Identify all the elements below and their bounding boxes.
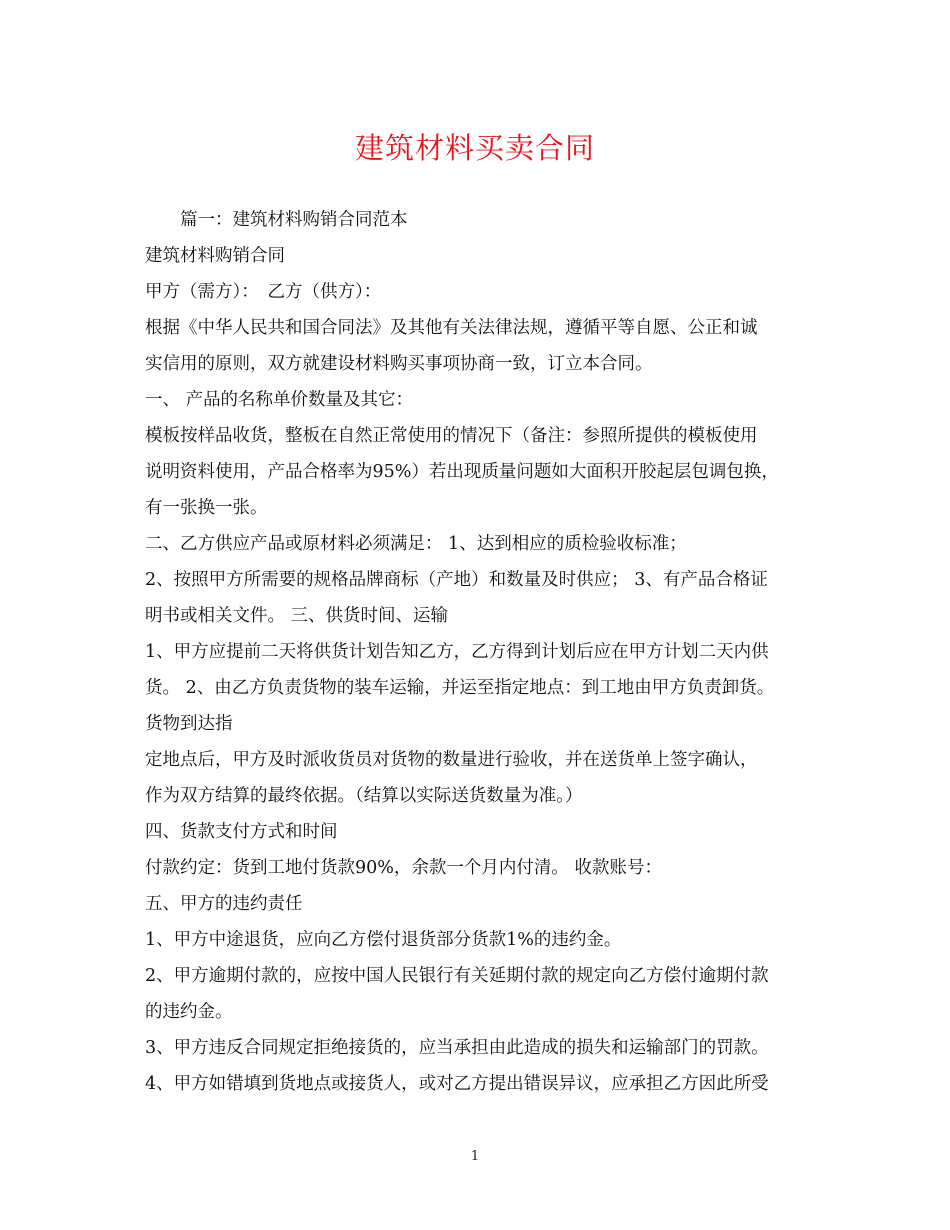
body-line: 五、甲方的违约责任 [145,894,303,914]
body-line: 3、甲方违反合同规定拒绝接货的，应当承担由此造成的损失和运输部门的罚款。 [145,1038,769,1058]
body-line: 货物到达指 [145,714,233,734]
body-line: 一、 产品的名称单价数量及其它： [145,390,414,410]
body-line: 有一张换一张。 [145,498,268,518]
body-line: 2、按照甲方所需要的规格品牌商标（产地）和数量及时供应； 3、有产品合格证 [145,570,768,590]
body-line: 明书或相关文件。 三、供货时间、运输 [145,606,449,626]
body-line: 说明资料使用，产品合格率为95%）若出现质量问题如大面积开胶起层包调包换， [145,462,779,482]
body-line: 甲方（需方）： 乙方（供方）： [145,282,382,302]
body-line: 作为双方结算的最终依据。（结算以实际送货数量为准。） [145,786,583,806]
body-line: 定地点后，甲方及时派收货员对货物的数量进行验收，并在送货单上签字确认， [145,750,758,770]
body-line: 二、乙方供应产品或原材料必须满足： 1、达到相应的质检验收标准； [145,534,687,554]
body-line: 2、甲方逾期付款的，应按中国人民银行有关延期付款的规定向乙方偿付逾期付款 [145,966,769,986]
body-line: 付款约定：货到工地付货款90%，余款一个月内付清。 收款账号： [145,858,662,878]
body-line: 篇一：建筑材料购销合同范本 [180,210,408,230]
body-line: 四、货款支付方式和时间 [145,822,338,842]
body-line: 货。 2、由乙方负责货物的装车运输，并运至指定地点：到工地由甲方负责卸货。 [145,678,775,698]
body-line: 实信用的原则，双方就建设材料购买事项协商一致，订立本合同。 [145,354,653,374]
body-line: 模板按样品收货，整板在自然正常使用的情况下（备注：参照所提供的模板使用 [145,426,758,446]
body-line: 1、甲方中途退货，应向乙方偿付退货部分货款1%的违约金。 [145,930,622,950]
body-line: 根据《中华人民共和国合同法》及其他有关法律法规，遵循平等自愿、公正和诚 [145,318,758,338]
body-line: 1、甲方应提前二天将供货计划告知乙方，乙方得到计划后应在甲方计划二天内供 [145,642,769,662]
document-body [145,202,805,1102]
body-line: 的违约金。 [145,1002,233,1022]
document-title: 建筑材料买卖合同 [354,131,595,165]
page-number: 1 [470,1149,480,1164]
body-line: 建筑材料购销合同 [145,246,285,266]
body-line: 4、甲方如错填到货地点或接货人，或对乙方提出错误异议，应承担乙方因此所受 [145,1074,769,1094]
